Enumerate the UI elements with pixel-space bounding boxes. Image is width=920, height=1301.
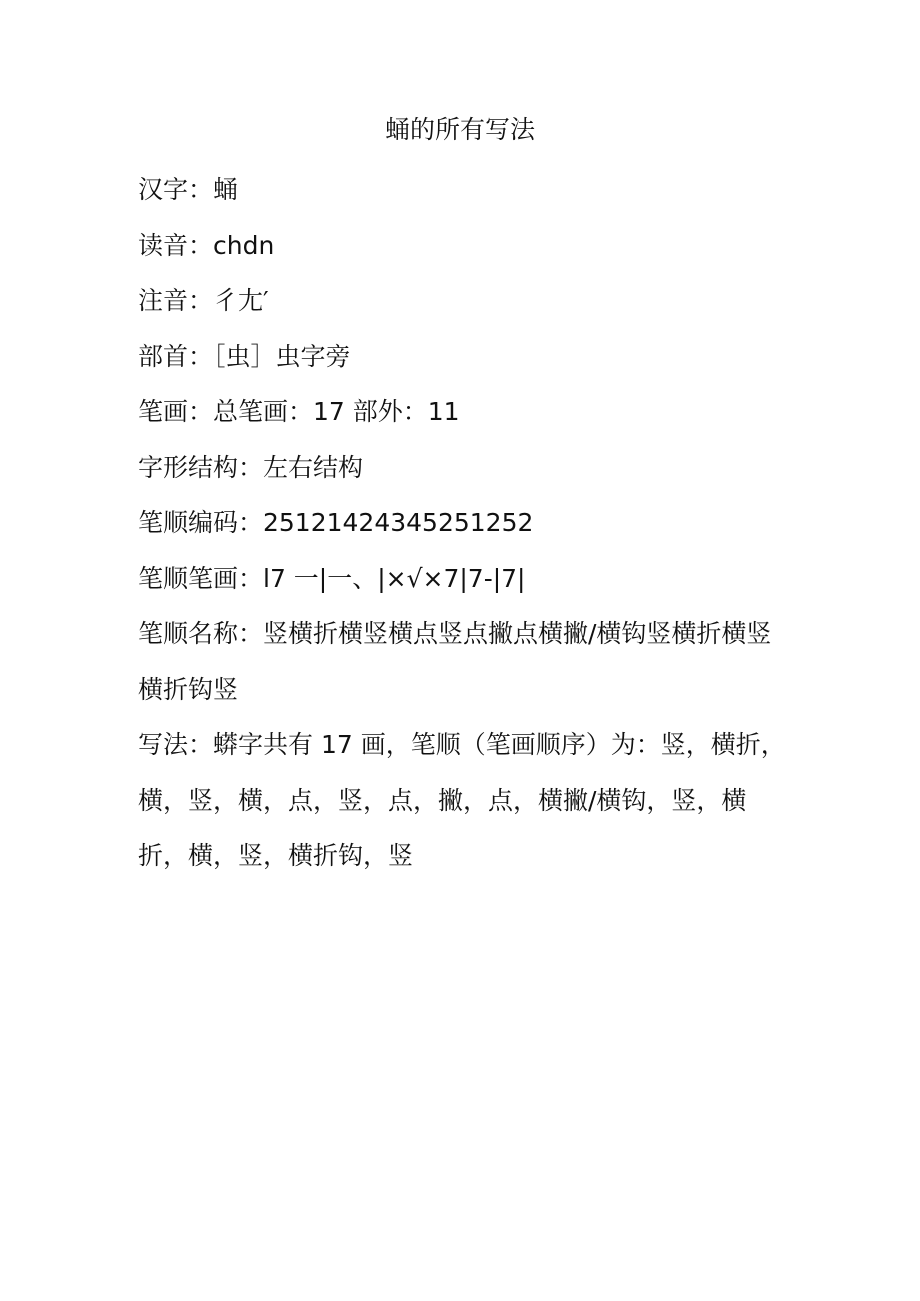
stroke-names-paragraph: 笔顺名称：竖横折横竖横点竖点撇点横撇/横钩竖横折横竖横折钩竖	[138, 619, 772, 704]
document-body	[138, 162, 788, 884]
reading-line: 读音：chdn	[138, 230, 275, 260]
stroke-code-line: 笔顺编码：25121424345251252	[138, 508, 534, 537]
structure-line: 字形结构：左右结构	[138, 452, 364, 482]
zhuyin-line: 注音：彳尢′	[138, 286, 269, 315]
writing-paragraph: 写法：蟒字共有 17 画，笔顺（笔画顺序）为：竖，横折，横，竖，横，点，竖，点，撇，点，横撇/横钩，竖，横折，横，竖，横折钩，竖	[138, 730, 786, 870]
strokes-line: 笔画：总笔画：17 部外：11	[138, 397, 460, 426]
document-title: 蛹的所有写法	[384, 115, 535, 144]
radical-line: 部首：［虫］虫字旁	[138, 341, 351, 371]
hanzi-line: 汉字：蛹	[138, 175, 239, 204]
stroke-shapes-line: 笔顺笔画：l7 一|一、|×√×7|7-|7|	[138, 563, 526, 593]
